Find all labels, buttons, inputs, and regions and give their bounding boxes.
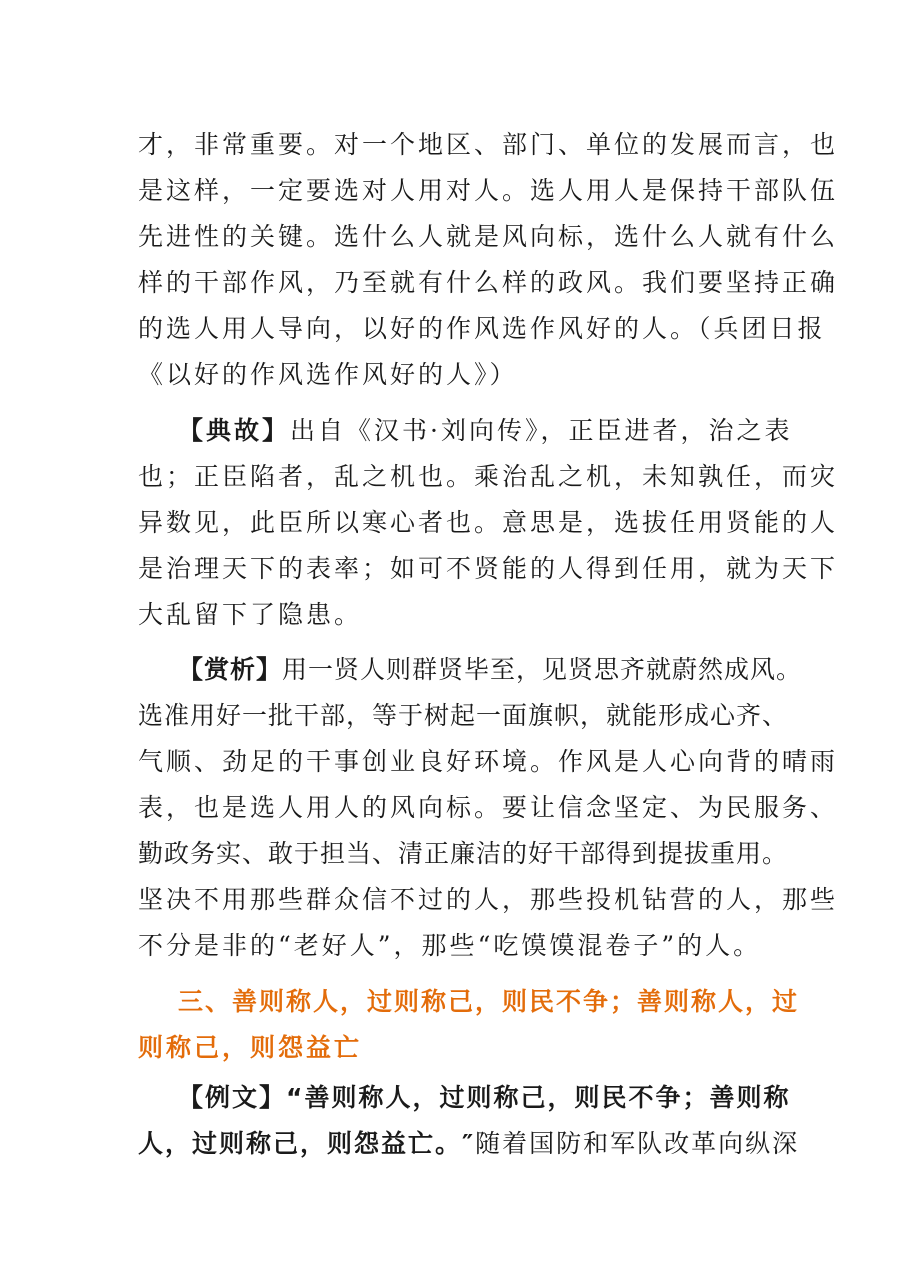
example-quote-end: 人，过则称己，则怨益亡。″ xyxy=(138,1129,476,1158)
text-line: 选准用好一批干部，等于树起一面旗帜，就能形成心齐、 xyxy=(138,701,789,730)
text-line: 是治理天下的表率；如可不贤能的人得到任用，就为天下 xyxy=(138,554,839,583)
example-continuation: 随着国防和军队改革向纵深 xyxy=(475,1129,800,1158)
text-line: 才，非常重要。对一个地区、部门、单位的发展而言，也 xyxy=(138,130,839,159)
example-label: 【例文】 xyxy=(178,1083,287,1112)
text-line xyxy=(138,647,803,693)
paragraph-quote-continuation xyxy=(138,122,839,398)
paragraph-appreciation xyxy=(138,647,839,969)
text-line xyxy=(138,408,793,454)
text-line: 异数见，此臣所以寒心者也。意思是，选拔任用贤能的人 xyxy=(138,508,839,537)
text-line: 大乱留下了隐患。 xyxy=(138,600,363,629)
text-line: 的选人用人导向，以好的作风选作风好的人。（兵团日报 xyxy=(138,314,826,343)
text-line: 《以好的作风选作风好的人》） xyxy=(138,360,518,389)
paragraph-allusion xyxy=(138,408,839,638)
allusion-label: 【典故】 xyxy=(178,416,291,445)
text-line xyxy=(138,1121,800,1167)
heading-line: 三、善则称人，过则称己，则民不争；善则称人，过 xyxy=(178,987,800,1016)
text-line: 表，也是选人用人的风向标。要让信念坚定、为民服务、 xyxy=(138,793,839,822)
appreciation-text: 用一贤人则群贤毕至，见贤思齐就蔚然成风。 xyxy=(282,655,803,684)
allusion-text: 出自《汉书·刘向传》，正臣进者，治之表 xyxy=(290,416,793,445)
paragraph-example xyxy=(138,1075,800,1167)
heading-line: 则称己，则怨益亡 xyxy=(138,1033,363,1062)
example-text: “善则称人，过则称己，则民不争；善则称 xyxy=(286,1083,791,1112)
text-line: 坚决不用那些群众信不过的人，那些投机钻营的人，那些 xyxy=(138,885,839,914)
appreciation-label: 【赏析】 xyxy=(178,655,283,684)
text-line: 气顺、劲足的干事创业良好环境。作风是人心向背的晴雨 xyxy=(138,747,839,776)
text-line: 样的干部作风，乃至就有什么样的政风。我们要坚持正确 xyxy=(138,268,839,297)
text-line xyxy=(138,1075,791,1121)
text-line: 先进性的关键。选什么人就是风向标，选什么人就有什么 xyxy=(138,222,839,251)
text-line: 是这样，一定要选对人用对人。选人用人是保持干部队伍 xyxy=(138,176,839,205)
text-line: 勤政务实、敢于担当、清正廉洁的好干部得到提拔重用。 xyxy=(138,839,789,868)
text-line: 不分是非的“老好人”，那些“吃馍馍混卷子”的人。 xyxy=(138,931,762,960)
section-heading-3 xyxy=(138,979,800,1071)
text-line: 也；正臣陷者，乱之机也。乘治乱之机，未知孰任，而灾 xyxy=(138,462,839,491)
